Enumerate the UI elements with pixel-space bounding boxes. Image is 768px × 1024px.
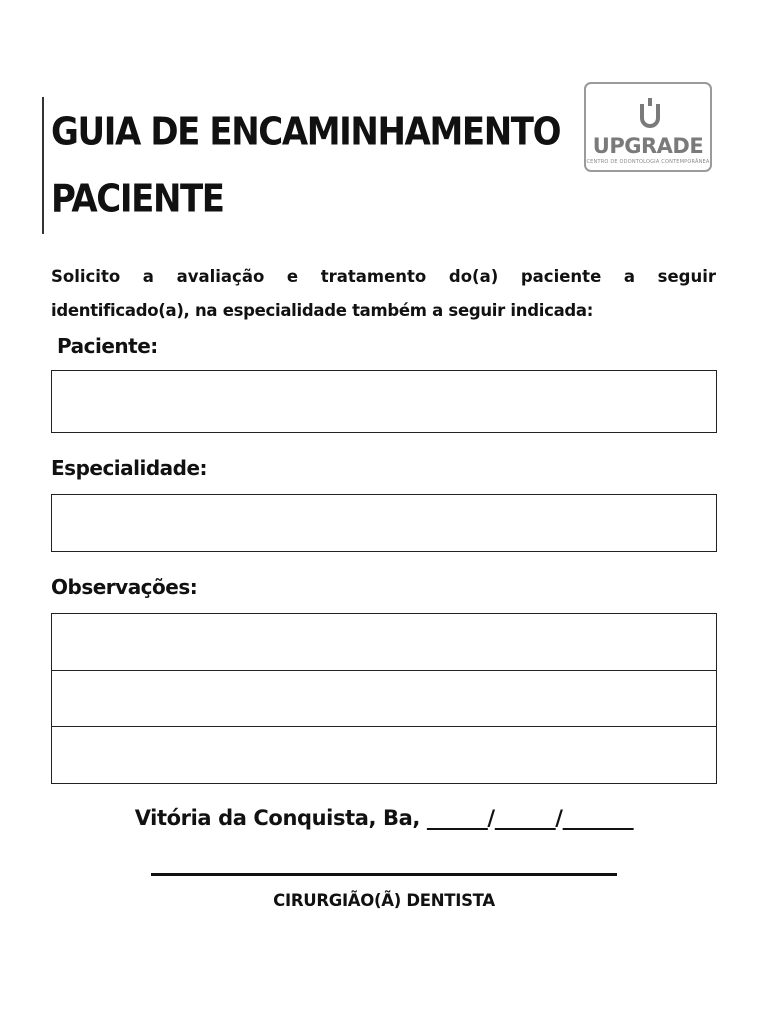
page-title-line-1: GUIA DE ENCAMINHAMENTO: [51, 110, 561, 155]
signature-line: [151, 873, 617, 876]
especialidade-field[interactable]: [51, 494, 717, 552]
page-title-line-2: PACIENTE: [51, 177, 224, 222]
logo-tagline: CENTRO DE ODONTOLOGIA CONTEMPORÂNEA: [586, 159, 710, 165]
intro-line-2: identificado(a), na especialidade também a seguir indicada:: [51, 301, 594, 320]
intro-line-1: Solicito a avaliação e tratamento do(a) paciente a seguir: [51, 267, 716, 286]
observacoes-label: Observações:: [51, 575, 198, 599]
logo-brand-name: UPGRADE: [592, 134, 704, 158]
observacoes-field-row-3[interactable]: [51, 726, 717, 784]
especialidade-label: Especialidade:: [51, 456, 208, 480]
observacoes-field-row-2[interactable]: [51, 670, 717, 727]
logo-u-icon: [640, 98, 660, 130]
paciente-label: Paciente:: [57, 334, 158, 358]
observacoes-field-row-1[interactable]: [51, 613, 717, 671]
date-line: Vitória da Conquista, Ba, ______/______/_______: [134, 806, 634, 830]
signature-label: CIRURGIÃO(Ã) DENTISTA: [273, 891, 495, 910]
upgrade-logo: [584, 82, 712, 172]
intro-paragraph: [51, 260, 716, 328]
paciente-field[interactable]: [51, 370, 717, 433]
title-accent-bar: [42, 97, 44, 234]
